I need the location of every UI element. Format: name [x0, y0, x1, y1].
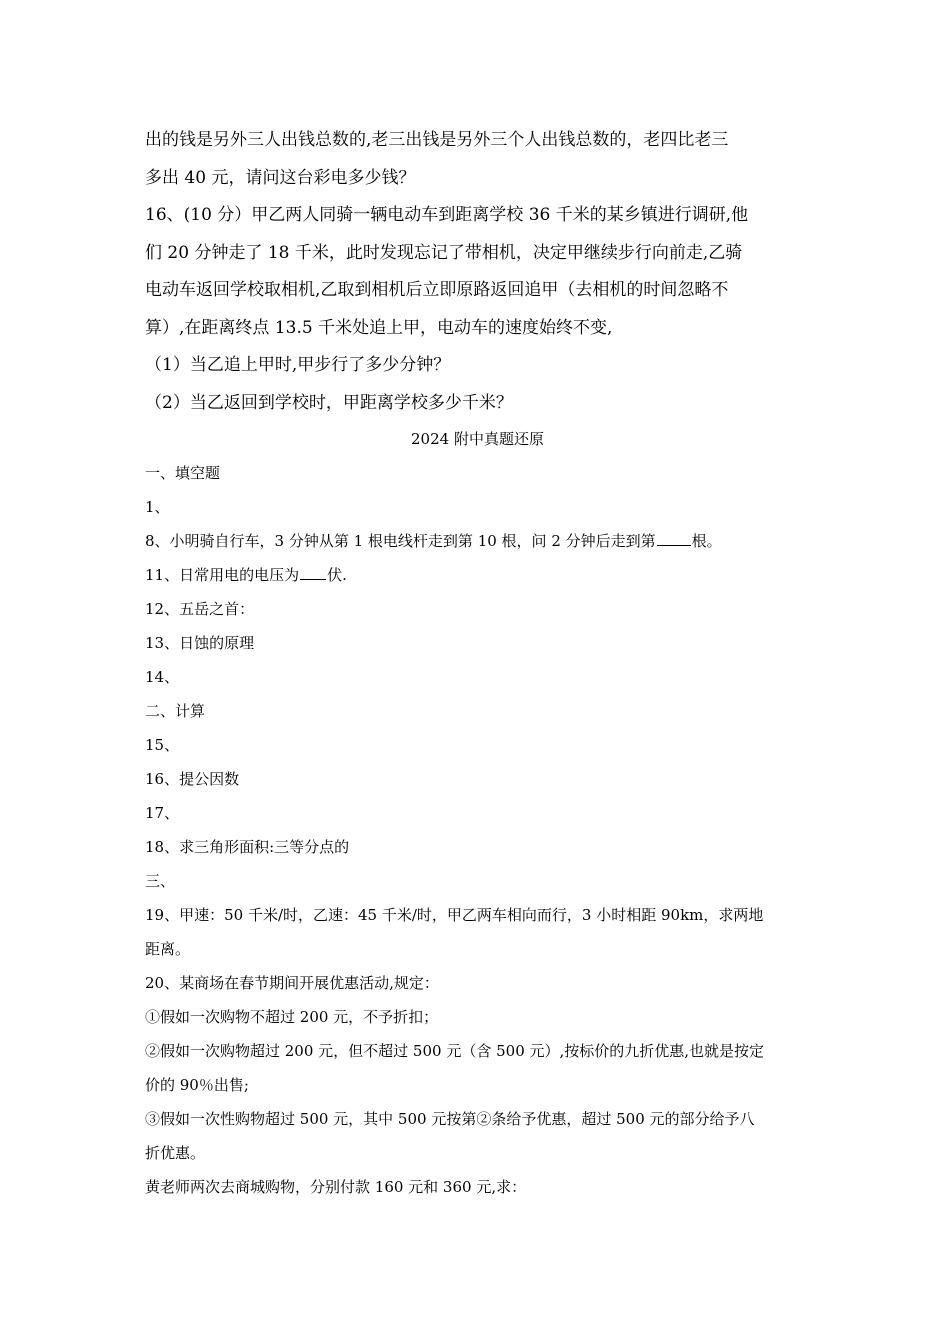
problem15-line2: 多出 40 元，请问这台彩电多少钱？: [145, 167, 416, 188]
part1-item11: [145, 558, 810, 592]
item8-answer-blank: [657, 544, 691, 546]
part3-item20-intro: 20、某商场在春节期间开展优惠活动,规定：: [145, 974, 439, 992]
problem16-line2: 们 20 分钟走了 18 千米，此时发现忘记了带相机，决定甲继续步行向前走,乙骑: [145, 242, 743, 263]
part3-rule1: ①假如一次购物不超过 200 元，不予折扣；: [145, 1008, 439, 1026]
part1-item14: 14、: [145, 668, 180, 686]
part3-heading: 三、: [145, 872, 176, 890]
part1-item8: [145, 524, 810, 558]
problem16-question1: （1）当乙追上甲时,甲步行了多少分钟？: [145, 355, 451, 375]
part2-item15: 15、: [145, 736, 180, 754]
part3-item19-line2: 距离。: [145, 940, 191, 958]
part3-rule2-line2: 价的 90％出售;: [145, 1076, 249, 1094]
item8-text-before: 8、小明骑自行车，3 分钟从第 1 根电线杆走到第 10 根，问 2 分钟后走到第: [145, 532, 656, 550]
part2-item17: 17、: [145, 804, 180, 822]
problem15-line1: 出的钱是另外三人出钱总数的,老三出钱是另外三个人出钱总数的，老四比老三: [145, 130, 729, 150]
problem16-line1: 16、(10 分）甲乙两人同骑一辆电动车到距离学校 36 千米的某乡镇进行调研,他: [145, 205, 749, 225]
problem16-question2: （2）当乙返回到学校时，甲距离学校多少千米？: [145, 392, 513, 413]
part2-item18: 18、求三角形面积:三等分点的: [145, 838, 350, 856]
item11-answer-blank: [300, 578, 326, 580]
part1-item13: 13、日蚀的原理: [145, 634, 255, 652]
problem16-line4: 算）,在距离终点 13.5 千米处追上甲，电动车的速度始终不变,: [145, 317, 613, 338]
part3-item19-line1: 19、甲速：50 千米/时，乙速：45 千米/时，甲乙两车相向而行，3 小时相距 90km，求两地: [145, 906, 764, 924]
item11-text-after: 伏.: [327, 566, 347, 584]
part2-heading: 二、计算: [145, 702, 206, 720]
section-title: 2024 附中真题还原: [411, 430, 544, 448]
part3-closing: 黄老师两次去商城购物，分别付款 160 元和 360 元,求：: [145, 1178, 527, 1196]
item8-text-after: 根。: [691, 532, 722, 550]
part1-heading: 一、填空题: [145, 464, 221, 482]
part2-item16: 16、提公因数: [145, 770, 240, 788]
part1-item1: 1、: [145, 498, 170, 516]
part3-rule2-line1: ②假如一次购物超过 200 元，但不超过 500 元（含 500 元）,按标价的九折优惠,也就是按定: [145, 1042, 765, 1060]
document-body: [145, 122, 810, 1204]
part1-item12: 12、五岳之首：: [145, 600, 255, 618]
part3-rule3-line1: ③假如一次性购物超过 500 元，其中 500 元按第②条给予优惠，超过 500 元的部分给予八: [145, 1110, 755, 1128]
problem16-line3: 电动车返回学校取相机,乙取到相机后立即原路返回追甲（去相机的时间忽略不: [145, 280, 729, 300]
part3-rule3-line2: 折优惠。: [145, 1144, 206, 1162]
item11-text-before: 11、日常用电的电压为: [145, 566, 300, 584]
